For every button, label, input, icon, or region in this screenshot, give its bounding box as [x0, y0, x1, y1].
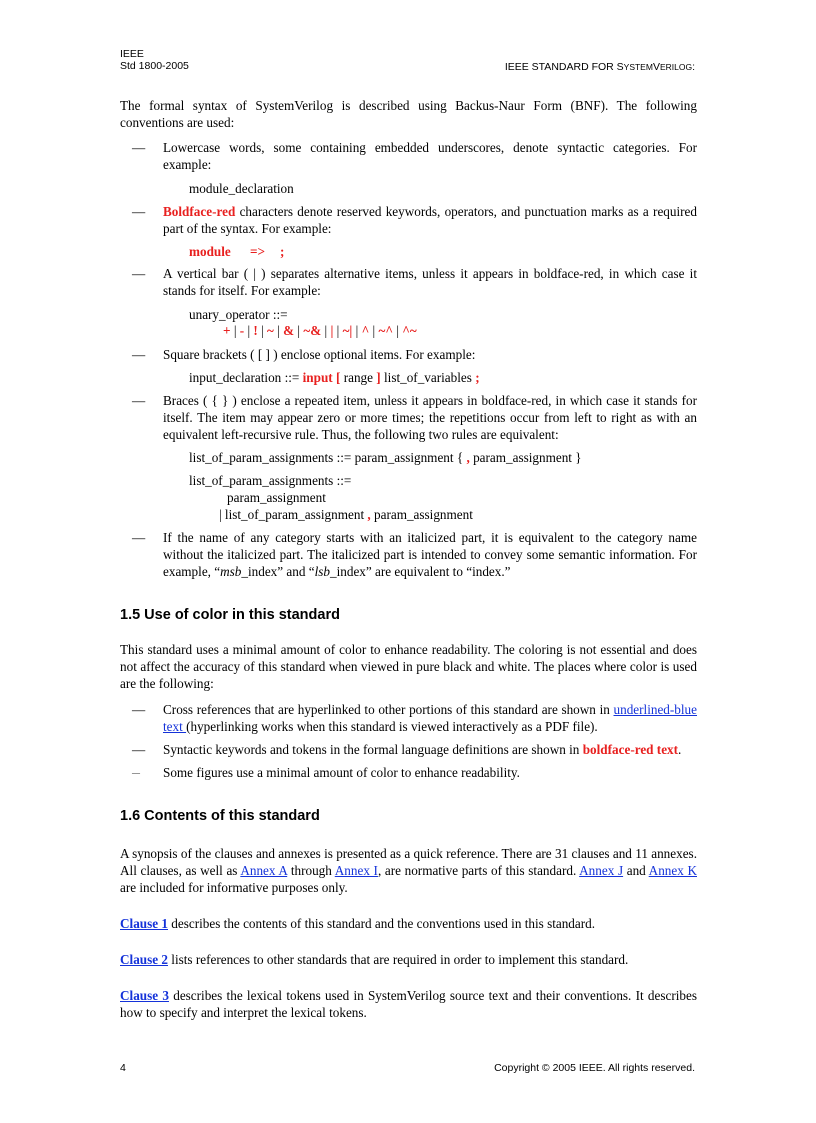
- copyright-notice: Copyright © 2005 IEEE. All rights reserved.: [494, 1062, 695, 1074]
- boldface-red-text: boldface-red text: [582, 742, 679, 757]
- link-annex-j[interactable]: Annex J: [579, 863, 624, 878]
- convention-italic: [120, 529, 697, 580]
- keyword-lbracket: [: [336, 370, 341, 385]
- list-dash-small: —: [132, 768, 140, 777]
- alternative-separator: |: [244, 323, 254, 338]
- header-title-colon: :: [692, 61, 695, 73]
- keyword-arrow: =>: [250, 244, 266, 259]
- header-org: IEEE: [120, 48, 144, 60]
- italic-lsb: lsb: [314, 564, 330, 579]
- convention-square-text: Square brackets ( [ ] ) enclose optional items. For example:: [163, 347, 476, 362]
- link-annex-i[interactable]: Annex I: [334, 863, 378, 878]
- rule-input-declaration: [189, 369, 480, 386]
- synopsis-text-d: and: [623, 863, 649, 878]
- unary-operator-token: -: [239, 323, 245, 338]
- rule1-part-a: list_of_param_assignments ::= param_assignment {: [189, 450, 467, 465]
- rule-unary-operator-head: unary_operator ::=: [189, 307, 288, 322]
- convention-lowercase: [120, 139, 697, 173]
- rule2-alt2-part-b: param_assignment: [370, 507, 473, 522]
- section-1-5-body: This standard uses a minimal amount of color to enhance readability. The coloring is not essential and does not affect the accuracy of this standard when viewed in pure black and white. The places where color is used are the following:: [120, 642, 697, 691]
- rule-unary-operator-alternatives: [223, 322, 417, 339]
- italic-text-c: _index” are equivalent to “index.”: [330, 564, 511, 579]
- unary-operator-token: &: [283, 323, 295, 338]
- rule2-alt2-part-a: | list_of_param_assignment: [219, 507, 368, 522]
- unary-operator-token: ~^: [378, 323, 394, 338]
- synopsis-text-c: , are normative parts of this standard.: [377, 863, 580, 878]
- alternative-separator: |: [369, 323, 379, 338]
- italic-msb: msb: [220, 564, 242, 579]
- rule-param-assignments-2-alt1: param_assignment: [227, 490, 326, 505]
- keyword-rbracket: ]: [376, 370, 381, 385]
- color-item-keywords: [120, 741, 697, 758]
- clause-1-description: [120, 915, 697, 932]
- unary-operator-token: |: [330, 323, 334, 338]
- alternative-separator: |: [352, 323, 362, 338]
- header-title: [505, 61, 695, 73]
- list-dash: —: [132, 742, 146, 757]
- section-1-6-synopsis: [120, 845, 697, 896]
- alternative-separator: |: [393, 323, 403, 338]
- header-std: Std 1800-2005: [120, 60, 189, 72]
- keyword-module: module: [189, 244, 231, 259]
- color-item3-text: Some figures use a minimal amount of color to enhance readability.: [163, 765, 520, 780]
- color-item1-text-b: (hyperlinking works when this standard is viewed interactively as a PDF file).: [186, 719, 598, 734]
- convention-square-brackets: [120, 346, 697, 363]
- synopsis-text-e: are included for informative purposes only.: [120, 880, 348, 895]
- convention-boldface: [120, 203, 697, 237]
- alternative-separator: |: [333, 323, 343, 338]
- boldface-red-term: Boldface-red: [163, 204, 236, 219]
- clause-3-description: [120, 987, 697, 1021]
- italic-text-b: _index” and “: [241, 564, 315, 579]
- color-item-cross-references: [120, 701, 697, 735]
- rule-range: range: [340, 370, 377, 385]
- unary-operator-token: +: [223, 323, 231, 338]
- example-module-declaration: module_declaration: [189, 181, 294, 196]
- color-item2-text-b: .: [678, 742, 682, 757]
- rule-input-head: input_declaration ::=: [189, 370, 303, 385]
- convention-vertical-bar: [120, 265, 697, 299]
- clause-1-text: describes the contents of this standard and the conventions used in this standard.: [168, 916, 596, 931]
- list-dash: —: [132, 393, 146, 408]
- keyword-comma: ,: [466, 450, 470, 465]
- italic-text-a: If the name of any category starts with an italicized part, it is equivalent to the category name without the italicized part. The italicized part is intended to convey some semantic information. For example, “: [163, 530, 697, 579]
- page-number: 4: [120, 1062, 126, 1074]
- rule-list-of-variables: list_of_variables: [380, 370, 476, 385]
- list-dash: —: [132, 702, 146, 717]
- heading-section-1-5: 1.5 Use of color in this standard: [120, 607, 340, 623]
- header-title-prefix: IEEE STANDARD FOR S: [504, 61, 624, 73]
- link-clause-2[interactable]: Clause 2: [120, 952, 168, 967]
- list-dash: —: [132, 266, 146, 281]
- keyword-semicolon: ;: [475, 370, 480, 385]
- link-annex-a[interactable]: Annex A: [240, 863, 288, 878]
- list-dash: —: [132, 530, 146, 545]
- unary-operator-token: ^~: [402, 323, 417, 338]
- color-item2-text-a: Syntactic keywords and tokens in the formal language definitions are shown in: [163, 742, 583, 757]
- synopsis-text-a: A synopsis of the clauses and annexes is presented as a quick reference. There are 31 clauses and 11 annexes. All clauses, as well as: [120, 846, 697, 878]
- link-clause-3[interactable]: Clause 3: [120, 988, 169, 1003]
- clause-3-text: describes the lexical tokens used in SystemVerilog source text and their conventions. It describes how to specify and interpret the lexical tokens.: [120, 988, 698, 1020]
- rule-param-assignments-1: [189, 449, 582, 466]
- example-keywords: [189, 243, 285, 260]
- list-dash: —: [132, 140, 146, 155]
- rule-param-assignments-2-alt2: [219, 506, 473, 523]
- unary-operator-token: ~&: [303, 323, 322, 338]
- link-annex-k[interactable]: Annex K: [648, 863, 697, 878]
- link-underlined-blue-text[interactable]: underlined-blue text: [163, 702, 697, 734]
- unary-operator-token: !: [253, 323, 258, 338]
- unary-operator-token: ^: [361, 323, 370, 338]
- color-item1-text-a: Cross references that are hyperlinked to other portions of this standard are shown in: [163, 702, 614, 717]
- unary-operator-token: ~: [267, 323, 274, 338]
- alternative-separator: |: [230, 323, 240, 338]
- alternative-separator: |: [321, 323, 331, 338]
- synopsis-text-b: through: [287, 863, 335, 878]
- unary-operator-token: ~|: [342, 323, 353, 338]
- convention-vertical-bar-text: A vertical bar ( | ) separates alternative items, unless it appears in boldface-red, in which case it stands for itself. For example:: [163, 266, 697, 298]
- header-title-v: V: [652, 61, 660, 73]
- list-dash: —: [132, 204, 146, 219]
- convention-braces: [120, 392, 697, 443]
- keyword-input: input: [302, 370, 333, 385]
- alternative-separator: |: [273, 323, 284, 338]
- clause-2-description: [120, 951, 697, 968]
- list-dash: —: [132, 347, 146, 362]
- keyword-semicolon: ;: [280, 244, 285, 259]
- header-title-sc2: ERILOG: [659, 62, 693, 72]
- color-item-figures: [120, 764, 697, 781]
- header-title-sc1: YSTEM: [623, 62, 653, 72]
- intro-paragraph: The formal syntax of SystemVerilog is described using Backus-Naur Form (BNF). The following conventions are used:: [120, 98, 697, 130]
- header-left: [120, 48, 189, 72]
- convention-boldface-text: characters denote reserved keywords, operators, and punctuation marks as a required part of the syntax. For example:: [163, 204, 697, 236]
- clause-2-text: lists references to other standards that are required in order to implement this standard.: [168, 952, 629, 967]
- alternative-separator: |: [257, 323, 268, 338]
- link-clause-1[interactable]: Clause 1: [120, 916, 168, 931]
- keyword-comma: ,: [367, 507, 371, 522]
- convention-braces-text: Braces ( { } ) enclose a repeated item, unless it appears in boldface-red, in which case it stands for itself. The item may appear zero or more times; the repetitions occur from left to right as with an equivalent left-recursive rule. Thus, the following two rules are equivalent:: [163, 393, 697, 442]
- rule-param-assignments-2-head: list_of_param_assignments ::=: [189, 473, 352, 488]
- heading-section-1-6: 1.6 Contents of this standard: [120, 808, 320, 824]
- alternative-separator: |: [294, 323, 304, 338]
- convention-lowercase-text: Lowercase words, some containing embedded underscores, denote syntactic categories. For example:: [163, 140, 697, 172]
- rule1-part-b: param_assignment }: [469, 450, 582, 465]
